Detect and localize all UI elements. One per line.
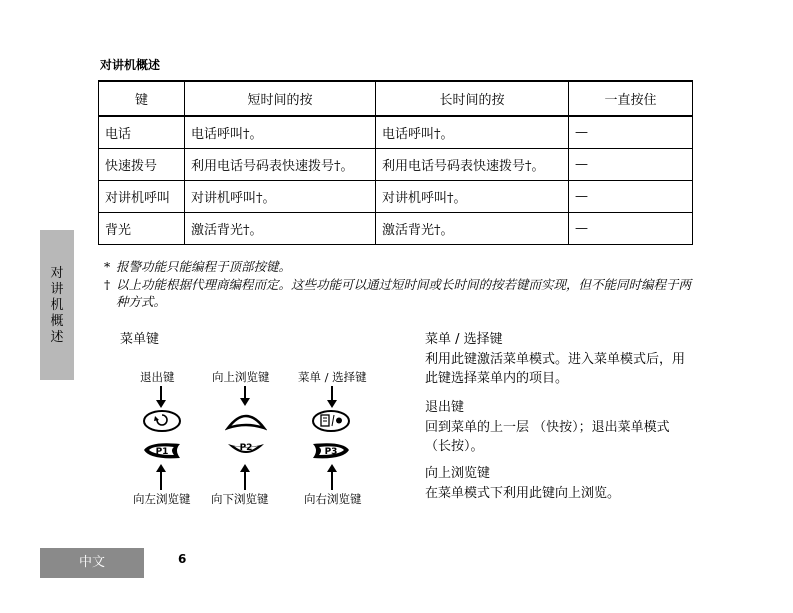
exit-key-label: 退出键 [140,370,175,384]
key-function-table [98,80,693,245]
header-short-press: 短时间的按 [185,81,376,116]
exit-description: 回到菜单的上一层 （快按）；退出菜单模式（长按）。 [425,420,670,454]
table-cell: 对讲机呼叫†。 [376,181,569,213]
table-cell: 激活背光†。 [376,213,569,245]
left-scroll-key-arrow [160,466,162,490]
exit-key-arrow [160,386,162,406]
footnote-dagger [104,276,696,310]
menu-select-heading: 菜单 / 选择键 [425,332,503,347]
table-cell: 对讲机呼叫†。 [185,181,376,213]
page-number: 6 [178,552,187,566]
footnote-dagger-mark: † [104,277,111,292]
down-scroll-key-label: 向下浏览键 [211,492,269,506]
p1-key-icon[interactable] [140,438,184,464]
down-scroll-key-arrow [244,466,246,490]
side-chapter-tab [40,230,74,380]
table-cell: 电话 [99,116,185,149]
p1-key-text: P1 [155,447,169,457]
up-scroll-icon[interactable] [225,406,267,434]
menu-select-key-arrow [331,386,333,406]
footnote-dagger-text: 以上功能根据代理商编程而定。这些功能可以通过短时间或长时间的按若键而实现，但不能同时编程于两种方式。 [116,277,692,309]
menu-select-icon[interactable] [311,408,351,434]
table-cell: 利用电话号码表快速拨号†。 [185,149,376,181]
footnote-star-text: 报警功能只能编程于顶部按键。 [116,259,292,274]
p3-key-text: P3 [324,447,338,457]
table-row [99,181,693,213]
exit-icon[interactable] [142,408,182,434]
table-row [99,149,693,181]
footnote-star [104,258,676,275]
table-cell: 激活背光†。 [185,213,376,245]
table-cell: — [569,116,693,149]
table-cell: 电话呼叫†。 [376,116,569,149]
table-cell: 快速拨号 [99,149,185,181]
menu-select-key-label: 菜单 / 选择键 [298,370,367,384]
menu-keys-heading: 菜单键 [120,332,160,347]
exit-heading: 退出键 [425,400,465,415]
table-cell: — [569,181,693,213]
table-cell: 对讲机呼叫 [99,181,185,213]
up-scroll-description: 在菜单模式下利用此键向上浏览。 [425,486,621,501]
table-cell: — [569,213,693,245]
table-header-row [99,81,693,116]
table-cell: 电话呼叫†。 [185,116,376,149]
header-hold: 一直按住 [569,81,693,116]
table-cell: 利用电话号码表快速拨号†。 [376,149,569,181]
right-scroll-key-arrow [331,466,333,490]
table-row [99,213,693,245]
up-scroll-heading: 向上浏览键 [425,466,491,481]
table-cell: 背光 [99,213,185,245]
section-title: 对讲机概述 [100,58,161,72]
table-cell: — [569,149,693,181]
header-key: 键 [99,81,185,116]
header-long-press: 长时间的按 [376,81,569,116]
p2-key-text: P2 [239,443,253,453]
menu-select-description: 利用此键激活菜单模式。进入菜单模式后，用此键选择菜单内的项目。 [425,352,686,386]
up-scroll-key-label: 向上浏览键 [212,370,270,384]
down-scroll-icon[interactable] [224,438,268,464]
up-scroll-key-arrow [244,386,246,404]
p3-key-icon[interactable] [309,438,353,464]
left-scroll-key-label: 向左浏览键 [133,492,191,506]
side-tab-label: 对讲机概述 [50,266,64,345]
footnote-star-mark: * [104,259,111,274]
right-scroll-key-label: 向右浏览键 [304,492,362,506]
language-tab: 中文 [40,548,144,578]
table-row [99,116,693,149]
